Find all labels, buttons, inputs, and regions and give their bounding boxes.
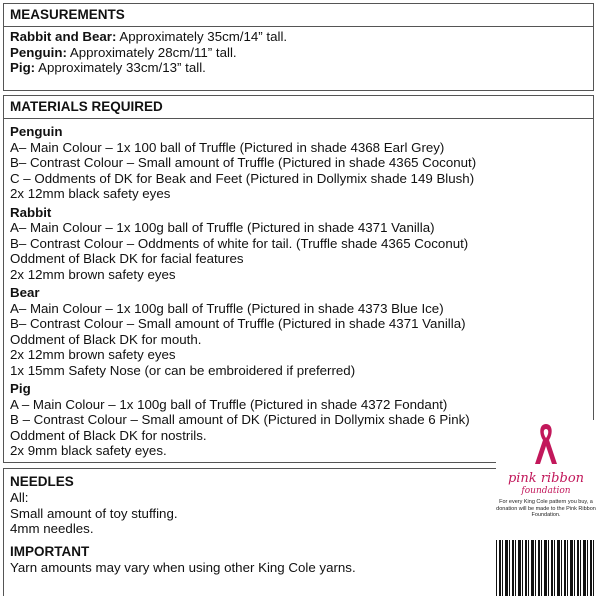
logo-title: pink ribbon — [507, 471, 585, 486]
bear-line: B– Contrast Colour – Small amount of Truffle (Pictured in shade 4371 Vanilla) — [10, 316, 466, 331]
measurements-title: MEASUREMENTS — [4, 4, 593, 27]
pink-ribbon-icon — [531, 420, 561, 468]
measurement-penguin: Penguin: Approximately 28cm/11” tall. — [10, 44, 237, 60]
rabbit-line: A– Main Colour – 1x 100g ball of Truffle (Pictured in shade 4371 Vanilla) — [10, 220, 435, 235]
measurement-pig: Pig: Approximately 33cm/13” tall. — [10, 60, 206, 75]
penguin-line: A– Main Colour – 1x 100 ball of Truffle (Pictured in shade 4368 Earl Grey) — [10, 139, 445, 155]
rabbit-heading: Rabbit — [10, 204, 52, 220]
pig-line: B – Contrast Colour – Small amount of DK (Pictured in Dollymix shade 6 Pink) — [10, 412, 470, 427]
needles-title: NEEDLES — [10, 474, 74, 489]
pig-heading: Pig — [10, 381, 31, 396]
pig-line: A – Main Colour – 1x 100g ball of Truffle (Pictured in shade 4372 Fondant) — [10, 396, 448, 412]
rabbit-line: Oddment of Black DK for facial features — [10, 251, 244, 266]
important-text: Yarn amounts may vary when using other King Cole yarns. — [10, 559, 356, 575]
pink-ribbon-logo — [496, 420, 596, 530]
needles-line: Small amount of toy stuffing. — [10, 505, 178, 521]
bear-line: 1x 15mm Safety Nose (or can be embroidered if preferred) — [10, 362, 356, 378]
measurement-rabbit-bear: Rabbit and Bear: Approximately 35cm/14” tall. — [10, 29, 288, 44]
rabbit-line: 2x 12mm brown safety eyes — [10, 266, 176, 282]
rabbit-line: B– Contrast Colour – Oddments of white for tail. (Truffle shade 4365 Coconut) — [10, 235, 469, 251]
measurements-section — [3, 3, 594, 91]
bear-line: A– Main Colour – 1x 100g ball of Truffle (Pictured in shade 4373 Blue Ice) — [10, 300, 444, 316]
materials-section — [3, 95, 594, 463]
penguin-heading: Penguin — [10, 124, 63, 139]
logo-subtitle: foundation — [521, 486, 571, 496]
needles-line: All: — [10, 490, 29, 505]
bear-line: 2x 12mm brown safety eyes — [10, 347, 176, 362]
materials-title: MATERIALS REQUIRED — [4, 96, 593, 119]
bear-line: Oddment of Black DK for mouth. — [10, 331, 202, 347]
barcode — [496, 540, 596, 596]
penguin-line: B– Contrast Colour – Small amount of Truffle (Pictured in shade 4365 Coconut) — [10, 155, 477, 170]
donation-note: For every King Cole pattern you buy, a donation will be made to the Pink Ribbon Foundation. — [496, 499, 596, 518]
pig-line: 2x 9mm black safety eyes. — [10, 443, 167, 458]
important-title: IMPORTANT — [10, 543, 90, 559]
needles-line: 4mm needles. — [10, 521, 94, 536]
penguin-line: C – Oddments of DK for Beak and Feet (Pictured in Dollymix shade 149 Blush) — [10, 170, 475, 186]
pig-line: Oddment of Black DK for nostrils. — [10, 427, 207, 443]
bear-heading: Bear — [10, 285, 40, 300]
penguin-line: 2x 12mm black safety eyes — [10, 186, 171, 201]
